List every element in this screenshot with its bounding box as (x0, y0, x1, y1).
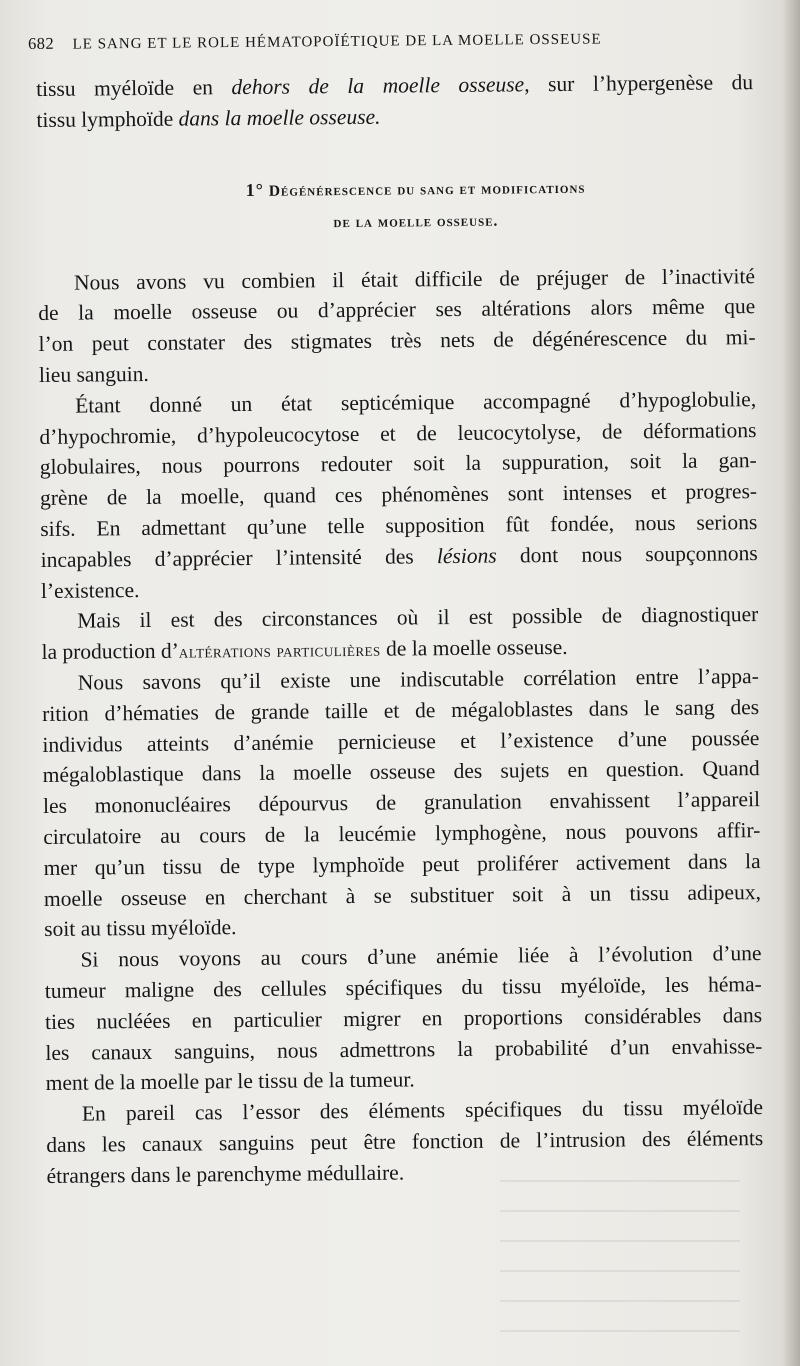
paragraph-line: Étant donné un état septicémique accompagné d’hypoglobulie, (75, 386, 757, 418)
paragraph-line: globulaires, nous pourrons redouter soit la suppuration, soit la gan- (39, 448, 757, 480)
intro-italic: dans la moelle osseuse. (178, 104, 381, 131)
intro-text: tissu lymphoïde (36, 106, 179, 132)
paragraph-line: mégaloblastique dans la moelle osseuse des sujets en question. Quand (42, 756, 760, 788)
intro-text: , sur l’hypergenèse du (524, 70, 754, 97)
paragraph-line: rition d’hématies de grande taille et de mégaloblastes dans le sang des (42, 694, 760, 726)
body-text (36, 67, 764, 1191)
paragraph-line: d’hypochromie, d’hypoleucocytose et de leucocytolyse, de déformations (39, 417, 757, 449)
paragraph-line: circulatoire au cours de la leucémie lymphogène, nous pouvons affir- (43, 818, 761, 849)
paragraph-line: En pareil cas l’essor des éléments spécifiques du tissu myéloïde (81, 1095, 764, 1126)
intro-text: tissu myéloïde en (36, 75, 232, 101)
paragraph-text: incapables d’apprécier l’intensité des (40, 543, 438, 572)
paragraph-line: les canaux sanguins, nous admettrons la probabilité d’un envahisse- (45, 1033, 763, 1065)
paragraph-line: dans les canaux sanguins peut être fonction de l’intrusion des éléments (46, 1125, 764, 1157)
paragraph-line: les mononucléaires dépourvus de granulation envahissent l’appareil (42, 787, 761, 819)
page-edge-shadow (782, 0, 800, 1366)
section-title: Dégénérescence du sang et modifications (268, 179, 586, 200)
paragraph-text: dont nous soupçonnons (496, 540, 758, 568)
paragraph-text: de la moelle osseuse. (380, 635, 568, 661)
paragraph-line: Nous savons qu’il existe une indiscutable corrélation entre l’appa- (77, 664, 759, 695)
paragraph-small-caps: altérations particulières (178, 639, 381, 663)
paragraph-line: lieu sanguin. (38, 361, 149, 387)
running-header (28, 28, 688, 54)
paragraph-line: ties nucléées en particulier migrer en proportions considérables dans (44, 1002, 763, 1034)
page-number: 682 (28, 33, 55, 53)
paragraph-line: Mais il est des circonstances où il est possible de diagnostiquer (77, 602, 759, 633)
paragraph-line: Si nous voyons au cours d’une anémie liée à l’évolution d’une (80, 941, 762, 972)
paragraph-line: étrangers dans le parenchyme médullaire. (46, 1160, 405, 1188)
paragraph-line: ment de la moelle par le tissu de la tumeur. (45, 1067, 415, 1096)
paragraph-line: individus atteints d’anémie pernicieuse et l’existence d’une poussée (42, 725, 760, 757)
section-heading (37, 169, 755, 242)
paragraph-line: l’existence. (40, 577, 140, 603)
paragraph-line: moelle osseuse en cherchant à se substituer soit à un tissu adipeux, (43, 879, 761, 911)
show-through-bleed (500, 1180, 740, 1340)
paragraph-italic: lésions (436, 543, 497, 568)
section-heading-line-2: de la moelle osseuse. (333, 212, 499, 231)
paragraph-line: soit au tissu myéloïde. (44, 915, 237, 942)
running-title: LE SANG ET LE ROLE HÉMATOPOÏÉTIQUE DE LA MOELLE OSSEUSE (72, 31, 602, 53)
paragraph-text: la production d’ (41, 638, 179, 665)
intro-italic: dehors de la moelle osseuse (231, 72, 525, 100)
intro-line-2 (36, 98, 753, 136)
paragraph-line: sifs. En admettant qu’une telle supposition fût fondée, nous serions (40, 510, 758, 541)
paragraph-line: mer qu’un tissu de type lymphoïde peut proliférer activement dans la (43, 848, 761, 880)
paragraph-line: l’on peut constater des stigmates très nets de dégénérescence du mi- (38, 325, 756, 357)
paragraph-line: grène de la moelle, quand ces phénomènes sont intenses et progres- (39, 479, 758, 511)
paragraph-line: tumeur maligne des cellules spécifiques du tissu myéloïde, les héma- (44, 971, 762, 1003)
paragraph-line: Nous avons vu combien il était difficile de préjuger de l’inactivité (73, 263, 756, 295)
section-number: 1° (245, 179, 265, 200)
paragraph-line: de la moelle osseuse ou d’apprécier ses altérations alors même que (38, 294, 756, 326)
